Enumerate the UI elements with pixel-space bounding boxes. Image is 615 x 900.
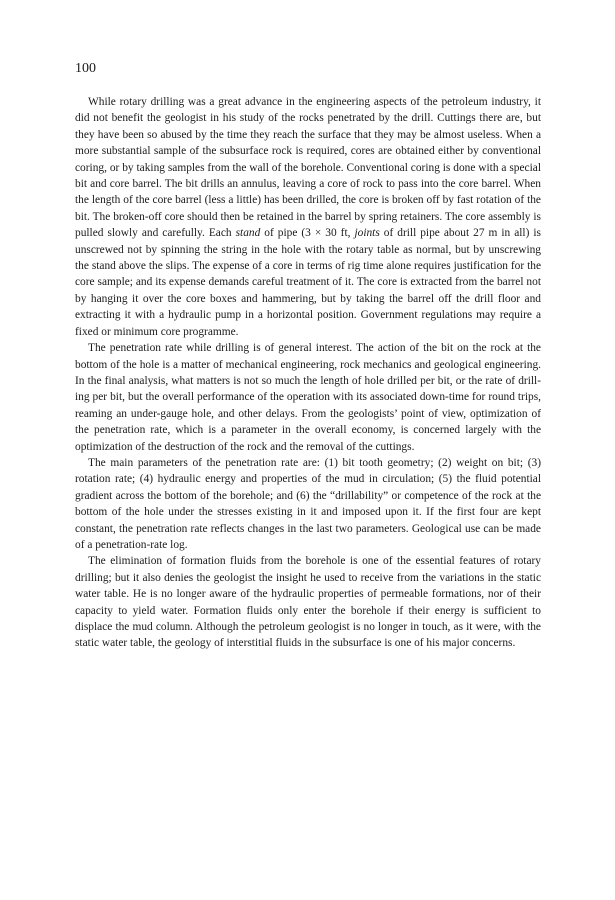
paragraph — [75, 553, 541, 651]
text-run: The penetration rate while drilling is of general interest. The action of the bit on the rock at the bottom of the hole is a matter of mechanical engineering, rock mechanics and geological engineering. In the final analysis, what matters is not so much the length of hole drilled per bit, or the rate of drilling per bit, but the overall performance of the operation with its associated down-time for round trips, reaming an under-gauge hole, and other delays. From the geologists’ point of view, optimization of the penetration rate, which is a parameter in the overall economy, is concerned largely with the optimization of the destruction of the rock and the removal of the cuttings. — [75, 342, 541, 453]
paragraph — [75, 340, 541, 455]
text-run: The main parameters of the penetration rate are: (1) bit tooth geometry; (2) weight on bit; (3) rotation rate; (4) hydraulic energy and properties of the mud in circulation; (5) the fluid potential gradient across the bottom of the borehole; and (6) the “drillability” or competence of the rock at the bottom of the hole under the stresses existing in it and imposed upon it. If the first four are kept constant, the penetration rate reflects changes in the last two parameters. Geological use can be made of a penetration-rate log. — [75, 456, 541, 551]
italic-term: joints — [354, 227, 380, 240]
italic-term: stand — [235, 227, 261, 240]
text-run: of pipe (3 × 30 ft, — [260, 227, 355, 240]
text-run: of drill pipe about 27 m in all) is unscrewed not by spinning the string in the hole with the rotary table as normal, but by unscrewing the stand above the slips. The expense of a core in terms of rig time alone requires justification for the core sample; and its expense demands careful treatment of it. The core is extracted from the barrel not by hanging it over the core boxes and hammering, but by taking the barrel off the drill floor and extracting it with a hydraulic pump in a horizontal position. Government regulations may require a fixed or minimum core programme. — [75, 227, 541, 338]
text-run: The elimination of formation fluids from the borehole is one of the essential features of rotary drilling; but it also denies the geologist the insight he used to receive from the variations in the static water table. He is no longer aware of the hydraulic properties of permeable formations, nor of their capacity to yield water. Formation fluids only enter the borehole if their energy is sufficient to displace the mud column. Although the petroleum geologist is no longer in touch, as it were, with the static water table, the geology of interstitial fluids in the subsurface is one of his major concerns. — [75, 555, 541, 650]
paragraph — [75, 94, 541, 340]
body-text — [75, 94, 541, 652]
page-number: 100 — [75, 61, 96, 76]
paragraph — [75, 455, 541, 553]
text-run: While rotary drilling was a great advance in the engineering aspects of the petroleum industry, it did not benefit the geologist in his study of the rocks penetrated by the drill. Cuttings there are, but they have been so abused by the time they reach the surface that they may be almost useless. When a more substantial sample of the subsurface rock is required, cores are obtained either by conventional coring, or by taking samples from the wall of the borehole. Conventional coring is done with a special bit and core barrel. The bit drills an annulus, leaving a core of rock to pass into the core barrel. When the length of the core barrel (less a little) has been drilled, the core is broken off by fast rotation of the bit. The broken-off core should then be retained in the barrel by spring retainers. The core assembly is pulled slowly and carefully. Each — [75, 96, 541, 240]
